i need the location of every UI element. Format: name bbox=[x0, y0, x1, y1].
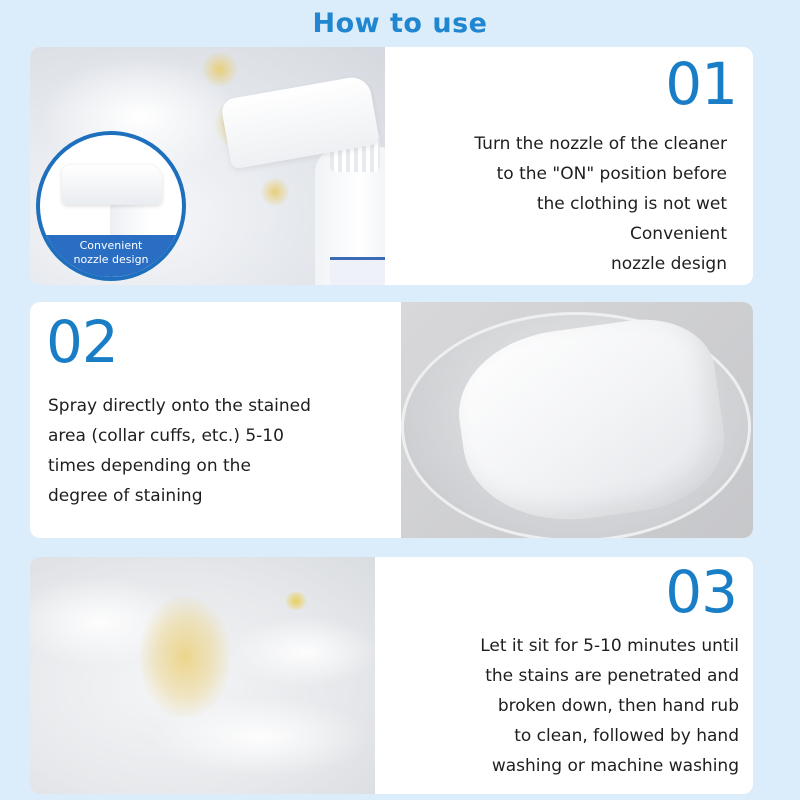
step-3-line: washing or machine washing bbox=[491, 756, 739, 776]
step-card-1 bbox=[30, 47, 753, 285]
spray-bottle-photo bbox=[30, 47, 385, 285]
step-1-line: the clothing is not wet bbox=[536, 194, 727, 214]
step-number-2: 02 bbox=[46, 308, 118, 376]
step-2-line: area (collar cuffs, etc.) 5-10 bbox=[48, 426, 284, 446]
inset-caption-line-2: nozzle design bbox=[73, 253, 149, 266]
stain-mark bbox=[140, 597, 230, 717]
inset-caption-band bbox=[40, 235, 182, 281]
step-2-line: times depending on the bbox=[48, 456, 251, 476]
step-1-line: Convenient bbox=[630, 224, 727, 244]
step-1-line: to the "ON" position before bbox=[496, 164, 727, 184]
step-description-3 bbox=[480, 631, 739, 781]
nozzle-inset bbox=[36, 131, 186, 281]
step-description-1 bbox=[474, 129, 727, 279]
bottle-label bbox=[330, 257, 385, 285]
stain-mark bbox=[285, 592, 307, 610]
step-card-3 bbox=[30, 557, 753, 794]
step-3-line: the stains are penetrated and bbox=[485, 666, 739, 686]
page-title: How to use bbox=[312, 8, 488, 39]
step-1-line: Turn the nozzle of the cleaner bbox=[474, 134, 727, 154]
step-3-line: Let it sit for 5-10 minutes until bbox=[480, 636, 739, 656]
step-3-line: broken down, then hand rub bbox=[497, 696, 739, 716]
shirt-in-bowl-photo bbox=[401, 302, 753, 538]
step-1-line: nozzle design bbox=[610, 254, 727, 274]
step-description-2 bbox=[48, 391, 311, 511]
step-2-line: Spray directly onto the stained bbox=[48, 396, 311, 416]
stained-cloth-photo bbox=[30, 557, 375, 794]
inset-caption-line-1: Convenient bbox=[79, 239, 143, 252]
step-number-1: 01 bbox=[665, 50, 737, 118]
step-3-line: to clean, followed by hand bbox=[514, 726, 739, 746]
step-2-line: degree of staining bbox=[48, 486, 203, 506]
step-number-3: 03 bbox=[665, 558, 737, 626]
step-card-2 bbox=[30, 302, 753, 538]
